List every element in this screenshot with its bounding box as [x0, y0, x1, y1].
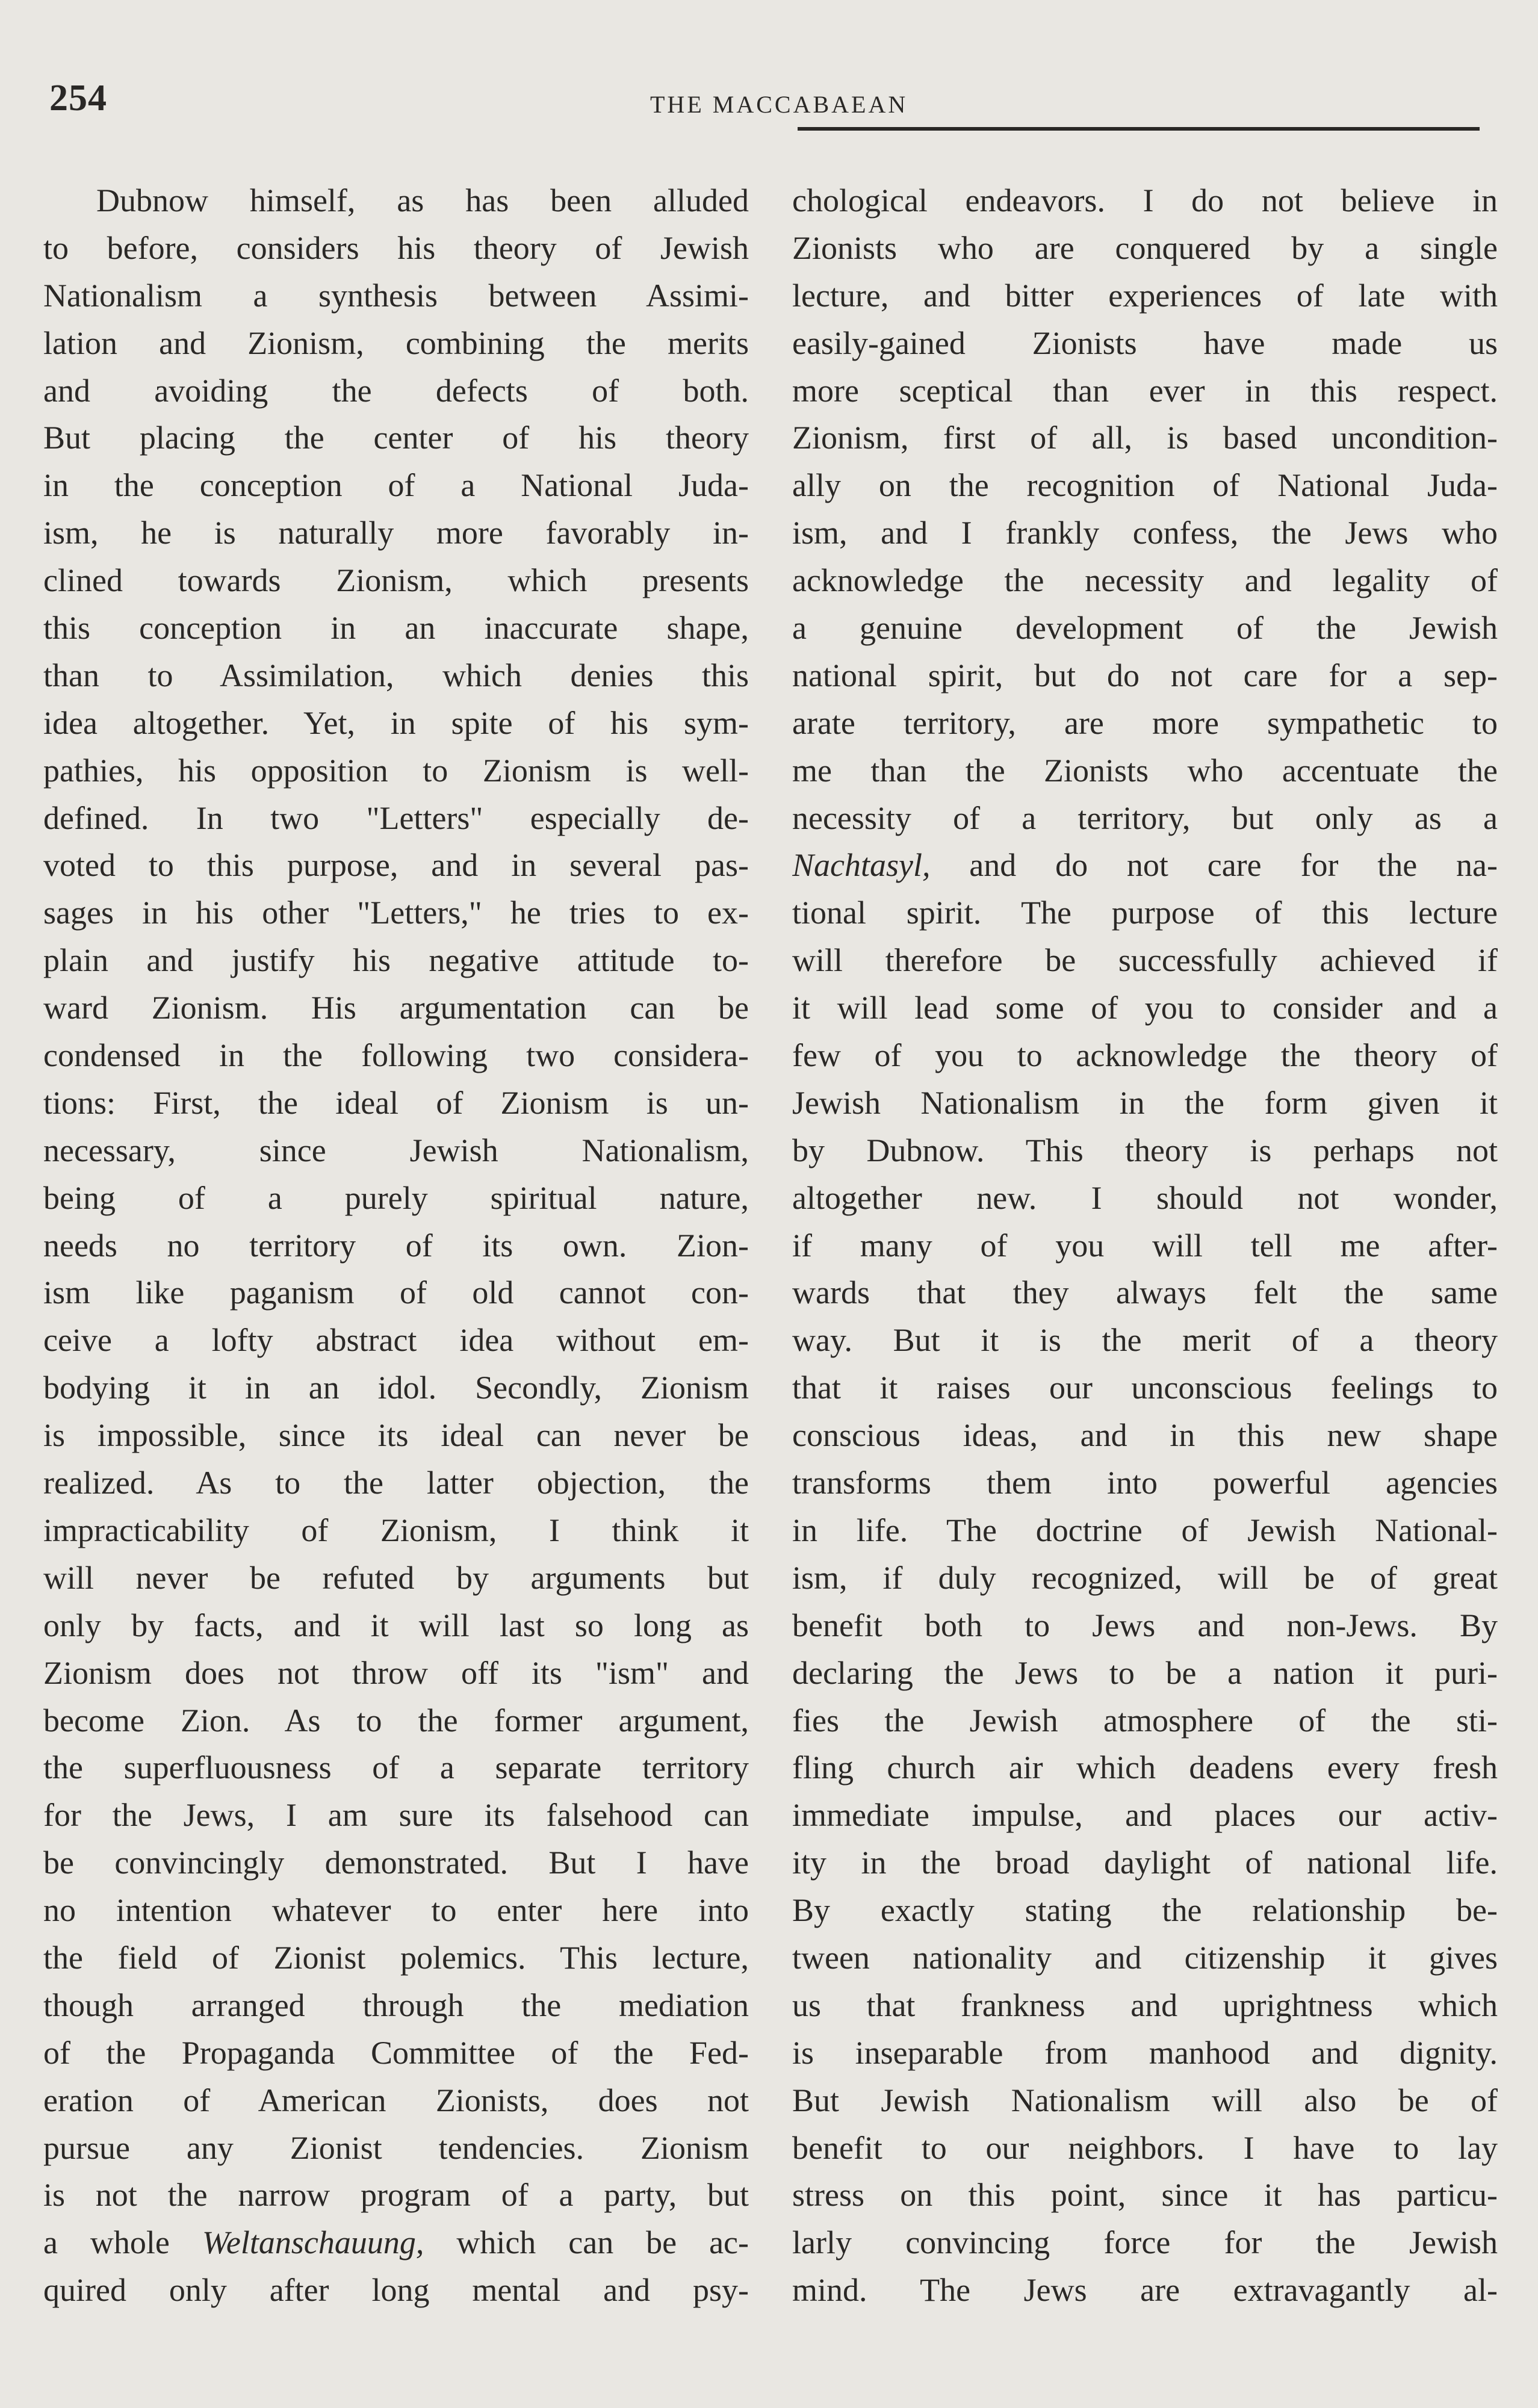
text-line: needs no territory of its own. Zion- — [43, 1227, 749, 1264]
text-line: by Dubnow. This theory is perhaps not — [792, 1132, 1498, 1168]
text-line: bodying it in an idol. Secondly, Zionism — [43, 1370, 749, 1406]
running-title: THE MACCABAEAN — [650, 91, 908, 118]
text-line: me than the Zionists who accentuate the — [792, 752, 1498, 789]
text-line: defined. In two "Letters" especially de- — [43, 799, 749, 836]
text-line: will therefore be successfully achieved if — [792, 942, 1498, 979]
text-line: By exactly stating the relationship be- — [792, 1892, 1498, 1929]
text-line: condensed in the following two considera- — [43, 1037, 749, 1074]
text-line: ally on the recognition of National Juda- — [792, 467, 1498, 504]
text-run: and do not care for the na- — [930, 847, 1498, 884]
text-line: impracticability of Zionism, I think it — [43, 1512, 749, 1548]
text-line: become Zion. As to the former argument, — [43, 1702, 749, 1739]
text-line: being of a purely spiritual nature, — [43, 1179, 749, 1216]
text-line: altogether new. I should not wonder, — [792, 1179, 1498, 1216]
right-column — [792, 177, 1498, 2314]
text-line-with-italic — [792, 842, 1498, 889]
text-line: Jewish Nationalism in the form given it — [792, 1084, 1498, 1121]
text-line: quired only after long mental and psy- — [43, 2272, 749, 2309]
text-line: than to Assimilation, which denies this — [43, 657, 749, 694]
text-line: no intention whatever to enter here into — [43, 1892, 749, 1929]
text-line: fling church air which deadens every fresh — [792, 1749, 1498, 1786]
text-line: chological endeavors. I do not believe in — [792, 182, 1498, 219]
text-line: will never be refuted by arguments but — [43, 1559, 749, 1596]
text-line: for the Jews, I am sure its falsehood can — [43, 1797, 749, 1834]
text-line: immediate impulse, and places our activ- — [792, 1797, 1498, 1834]
text-run: which can be ac- — [424, 2224, 749, 2261]
text-line: ism, and I frankly confess, the Jews who — [792, 515, 1498, 551]
text-line: lation and Zionism, combining the merits — [43, 324, 749, 361]
text-line: Nationalism a synthesis between Assimi- — [43, 277, 749, 314]
text-line: only by facts, and it will last so long as — [43, 1607, 749, 1643]
text-line: way. But it is the merit of a theory — [792, 1322, 1498, 1359]
text-line: arate territory, are more sympathetic to — [792, 704, 1498, 741]
text-line: Zionism, first of all, is based uncondition- — [792, 420, 1498, 456]
text-line: pathies, his opposition to Zionism is well- — [43, 752, 749, 789]
text-line: acknowledge the necessity and legality of — [792, 562, 1498, 599]
text-line: tional spirit. The purpose of this lecture — [792, 895, 1498, 931]
page-number: 254 — [49, 78, 107, 119]
text-line: lecture, and bitter experiences of late with — [792, 277, 1498, 314]
text-line: this conception in an inaccurate shape, — [43, 610, 749, 647]
text-line: though arranged through the mediation — [43, 1987, 749, 2023]
text-line: if many of you will tell me after- — [792, 1227, 1498, 1264]
text-line: eration of American Zionists, does not — [43, 2082, 749, 2118]
text-line: mind. The Jews are extravagantly al- — [792, 2272, 1498, 2309]
text-line: benefit to our neighbors. I have to lay — [792, 2129, 1498, 2166]
text-line: Zionism does not throw off its "ism" and — [43, 1654, 749, 1691]
text-line: necessary, since Jewish Nationalism, — [43, 1132, 749, 1168]
italic-term-weltanschauung: Weltanschauung, — [202, 2224, 424, 2261]
text-line: pursue any Zionist tendencies. Zionism — [43, 2129, 749, 2166]
text-line: the superfluousness of a separate territory — [43, 1749, 749, 1786]
text-line: fies the Jewish atmosphere of the sti- — [792, 1702, 1498, 1739]
text-line: Dubnow himself, as has been alluded — [96, 182, 749, 219]
text-line: clined towards Zionism, which presents — [43, 562, 749, 599]
text-line: conscious ideas, and in this new shape — [792, 1417, 1498, 1454]
text-line: wards that they always felt the same — [792, 1274, 1498, 1311]
text-line: realized. As to the latter objection, the — [43, 1465, 749, 1501]
text-line: benefit both to Jews and non-Jews. By — [792, 1607, 1498, 1643]
italic-term-nachtasyl: Nachtasyl, — [792, 847, 931, 884]
text-line: ward Zionism. His argumentation can be — [43, 990, 749, 1026]
text-line: voted to this purpose, and in several pas- — [43, 847, 749, 884]
text-line: be convincingly demonstrated. But I have — [43, 1845, 749, 1881]
text-line: that it raises our unconscious feelings to — [792, 1370, 1498, 1406]
text-line: idea altogether. Yet, in spite of his sym- — [43, 704, 749, 741]
text-line: declaring the Jews to be a nation it puri- — [792, 1654, 1498, 1691]
text-line: larly convincing force for the Jewish — [792, 2224, 1498, 2261]
text-line: in the conception of a National Juda- — [43, 467, 749, 504]
text-line: tween nationality and citizenship it gives — [792, 1939, 1498, 1976]
text-line: to before, considers his theory of Jewish — [43, 229, 749, 266]
text-line: stress on this point, since it has particu- — [792, 2177, 1498, 2214]
text-line: the field of Zionist polemics. This lecture, — [43, 1939, 749, 1976]
text-line: easily-gained Zionists have made us — [792, 324, 1498, 361]
text-line: sages in his other "Letters," he tries to ex- — [43, 895, 749, 931]
header-rule — [798, 127, 1480, 131]
text-line: and avoiding the defects of both. — [43, 372, 749, 409]
text-line: is not the narrow program of a party, but — [43, 2177, 749, 2214]
text-line: few of you to acknowledge the theory of — [792, 1037, 1498, 1074]
text-line: ity in the broad daylight of national life. — [792, 1845, 1498, 1881]
text-line: plain and justify his negative attitude to- — [43, 942, 749, 979]
text-line: is inseparable from manhood and dignity. — [792, 2034, 1498, 2071]
text-line: ism like paganism of old cannot con- — [43, 1274, 749, 1311]
text-line: But Jewish Nationalism will also be of — [792, 2082, 1498, 2118]
text-line: of the Propaganda Committee of the Fed- — [43, 2034, 749, 2071]
left-column — [43, 177, 749, 2314]
text-line: ism, he is naturally more favorably in- — [43, 515, 749, 551]
text-line: transforms them into powerful agencies — [792, 1465, 1498, 1501]
text-line: But placing the center of his theory — [43, 420, 749, 456]
text-line: us that frankness and uprightness which — [792, 1987, 1498, 2023]
text-line: national spirit, but do not care for a sep- — [792, 657, 1498, 694]
text-line: ceive a lofty abstract idea without em- — [43, 1322, 749, 1359]
text-run: a whole — [43, 2224, 202, 2261]
text-line: is impossible, since its ideal can never be — [43, 1417, 749, 1454]
text-line: in life. The doctrine of Jewish National- — [792, 1512, 1498, 1548]
text-line: it will lead some of you to consider and a — [792, 990, 1498, 1026]
text-line: a genuine development of the Jewish — [792, 610, 1498, 647]
text-line: more sceptical than ever in this respect. — [792, 372, 1498, 409]
text-line-with-italic — [43, 2219, 749, 2267]
text-line: tions: First, the ideal of Zionism is un- — [43, 1084, 749, 1121]
text-line: ism, if duly recognized, will be of great — [792, 1559, 1498, 1596]
text-line: necessity of a territory, but only as a — [792, 799, 1498, 836]
text-line: Zionists who are conquered by a single — [792, 229, 1498, 266]
